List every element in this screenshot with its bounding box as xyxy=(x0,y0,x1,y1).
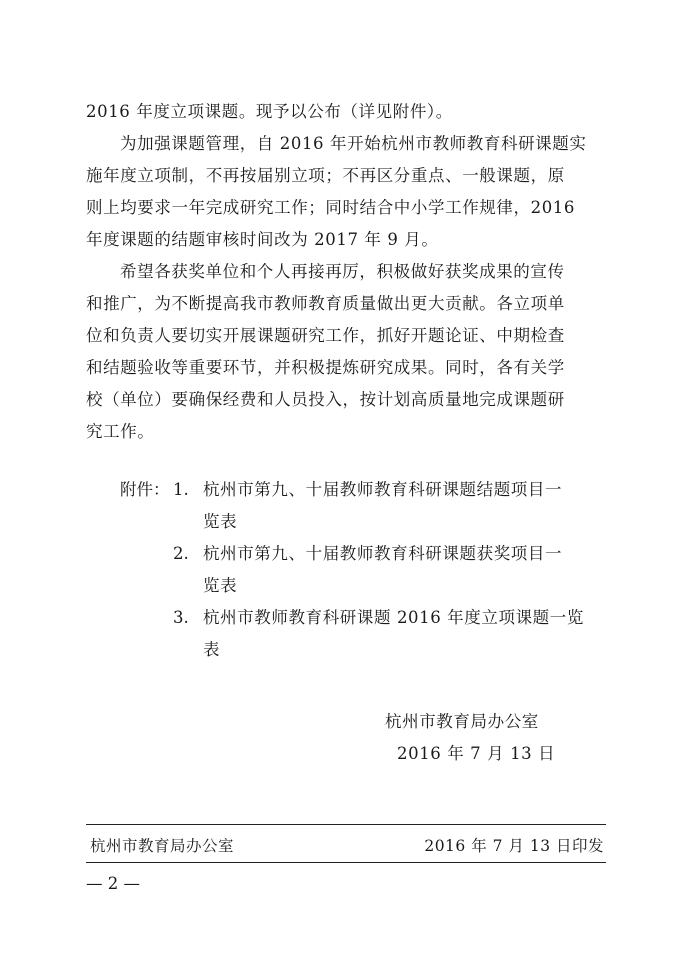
footer-issuer: 杭州市教育局办公室 xyxy=(90,837,235,855)
page-number: — 2 — xyxy=(86,874,140,893)
footer-top-rule xyxy=(86,824,606,825)
attachment-1-number: 1. xyxy=(173,480,189,499)
signature-office: 杭州市教育局办公室 xyxy=(385,712,539,731)
footer-bottom-rule xyxy=(86,862,606,863)
attachments-label: 附件： xyxy=(120,480,170,499)
body-line-2: 为加强课题管理，自 2016 年开始杭州市教师教育科研课题实 xyxy=(120,134,587,153)
body-line-4: 则上均要求一年完成研究工作；同时结合中小学工作规律，2016 xyxy=(86,198,575,217)
body-line-10: 校（单位）要确保经费和人员投入，按计划高质量地完成课题研 xyxy=(86,390,565,409)
attachment-1-line1: 杭州市第九、十届教师教育科研课题结题项目一 xyxy=(203,480,563,499)
attachment-3-line2: 表 xyxy=(203,640,221,659)
body-line-3: 施年度立项制，不再按届别立项；不再区分重点、一般课题，原 xyxy=(86,166,565,185)
footer-issued-date: 2016 年 7 月 13 日印发 xyxy=(424,837,604,855)
attachment-2-line1: 杭州市第九、十届教师教育科研课题获奖项目一 xyxy=(203,544,563,563)
attachment-2-number: 2. xyxy=(173,544,189,563)
body-line-6: 希望各获奖单位和个人再接再厉，积极做好获奖成果的宣传 xyxy=(120,262,565,281)
signature-date: 2016 年 7 月 13 日 xyxy=(397,744,556,763)
attachment-1-line2: 览表 xyxy=(203,512,238,531)
body-line-7: 和推广，为不断提高我市教师教育质量做出更大贡献。各立项单 xyxy=(86,294,565,313)
body-line-9: 和结题验收等重要环节，并积极提炼研究成果。同时，各有关学 xyxy=(86,358,565,377)
body-line-1: 2016 年度立项课题。现予以公布（详见附件）。 xyxy=(86,102,453,121)
body-line-8: 位和负责人要切实开展课题研究工作，抓好开题论证、中期检查 xyxy=(86,326,565,345)
body-line-11: 究工作。 xyxy=(86,422,155,441)
attachment-3-number: 3. xyxy=(173,608,189,627)
body-line-5: 年度课题的结题审核时间改为 2017 年 9 月。 xyxy=(86,230,439,249)
attachment-2-line2: 览表 xyxy=(203,576,238,595)
attachment-3-line1: 杭州市教师教育科研课题 2016 年度立项课题一览 xyxy=(203,608,584,627)
